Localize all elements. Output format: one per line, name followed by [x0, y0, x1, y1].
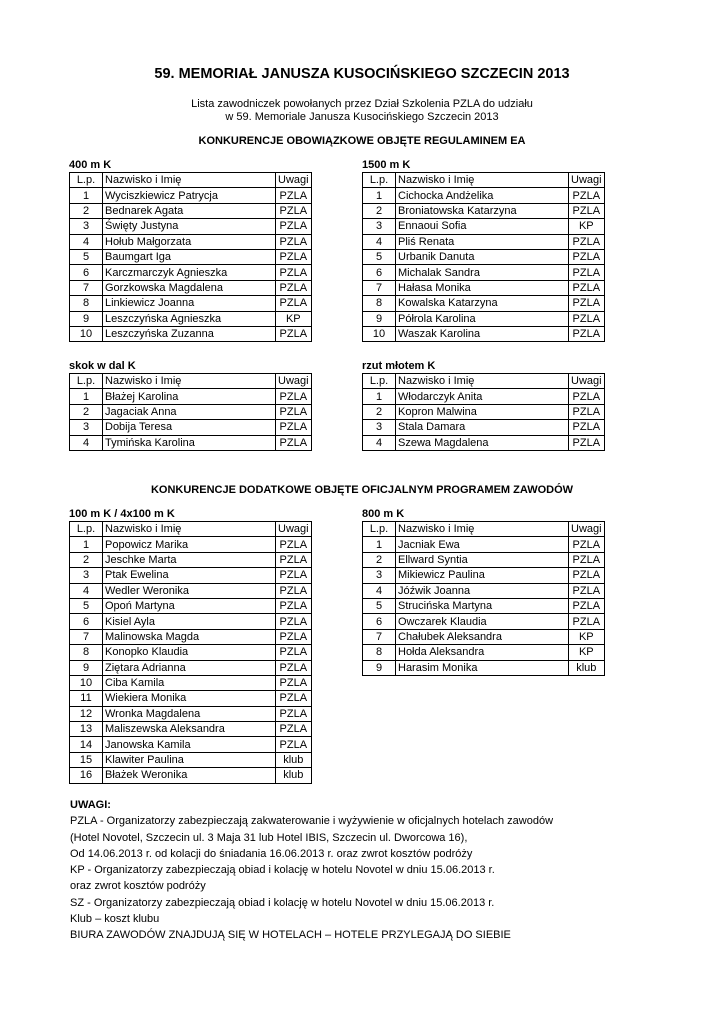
column-header-name: Nazwisko i Imię: [103, 522, 276, 537]
row-number: 2: [70, 404, 103, 419]
remark: PZLA: [276, 598, 312, 613]
remark: PZLA: [569, 389, 605, 404]
event-block-long-jump: [69, 359, 312, 451]
remark: PZLA: [276, 552, 312, 567]
athlete-name: Jacniak Ewa: [396, 537, 569, 552]
table-header-row: [363, 173, 605, 188]
column-header-lp: L.p.: [363, 522, 396, 537]
athlete-name: Broniatowska Katarzyna: [396, 203, 569, 218]
athlete-name: Bednarek Agata: [103, 203, 276, 218]
remark: PZLA: [569, 265, 605, 280]
column-header-lp: L.p.: [70, 173, 103, 188]
row-number: 7: [363, 629, 396, 644]
row-number: 14: [70, 737, 103, 752]
table-row: [70, 326, 312, 341]
athletes-table: [362, 373, 605, 451]
note-line: Od 14.06.2013 r. od kolacji do śniadania 16.06.2013 r. oraz zwrot kosztów podróży: [70, 847, 473, 860]
table-row: [363, 568, 605, 583]
remark: PZLA: [569, 552, 605, 567]
row-number: 3: [363, 568, 396, 583]
athlete-name: Baumgart Iga: [103, 249, 276, 264]
row-number: 11: [70, 691, 103, 706]
row-number: 1: [70, 389, 103, 404]
table-row: [70, 420, 312, 435]
athlete-name: Popowicz Marika: [103, 537, 276, 552]
athlete-name: Kopron Malwina: [396, 404, 569, 419]
row-number: 12: [70, 706, 103, 721]
remark: PZLA: [276, 188, 312, 203]
column-header-name: Nazwisko i Imię: [396, 374, 569, 389]
row-number: 7: [70, 280, 103, 295]
remark: PZLA: [276, 583, 312, 598]
remark: PZLA: [276, 614, 312, 629]
row-number: 7: [363, 280, 396, 295]
athlete-name: Pliś Renata: [396, 234, 569, 249]
row-number: 5: [70, 249, 103, 264]
athlete-name: Maliszewska Aleksandra: [103, 722, 276, 737]
athlete-name: Linkiewicz Joanna: [103, 296, 276, 311]
row-number: 5: [70, 598, 103, 613]
remark: PZLA: [276, 706, 312, 721]
row-number: 7: [70, 629, 103, 644]
table-row: [70, 691, 312, 706]
row-number: 8: [70, 645, 103, 660]
table-row: [363, 552, 605, 567]
table-row: [70, 249, 312, 264]
row-number: 2: [363, 552, 396, 567]
table-row: [363, 265, 605, 280]
event-block-hammer-throw: [362, 359, 605, 451]
remark: PZLA: [276, 389, 312, 404]
row-number: 1: [70, 188, 103, 203]
athlete-name: Ciba Kamila: [103, 675, 276, 690]
table-row: [363, 404, 605, 419]
column-header-uwagi: Uwagi: [569, 374, 605, 389]
event-title: 800 m K: [362, 508, 405, 520]
athlete-name: Jóźwik Joanna: [396, 583, 569, 598]
athlete-name: Michalak Sandra: [396, 265, 569, 280]
table-header-row: [363, 522, 605, 537]
row-number: 9: [363, 311, 396, 326]
row-number: 10: [363, 326, 396, 341]
remark: KP: [569, 629, 605, 644]
row-number: 15: [70, 752, 103, 767]
remark: PZLA: [276, 249, 312, 264]
row-number: 1: [363, 537, 396, 552]
subtitle-line: Lista zawodniczek powołanych przez Dział Szkolenia PZLA do udziału: [191, 98, 533, 110]
remark: PZLA: [569, 203, 605, 218]
table-row: [70, 280, 312, 295]
athlete-name: Leszczyńska Agnieszka: [103, 311, 276, 326]
remark: PZLA: [569, 280, 605, 295]
athlete-name: Karczmarczyk Agnieszka: [103, 265, 276, 280]
table-row: [363, 280, 605, 295]
athlete-name: Wronka Magdalena: [103, 706, 276, 721]
table-row: [70, 706, 312, 721]
event-title: skok w dal K: [69, 360, 136, 372]
remark: PZLA: [276, 660, 312, 675]
notes-section: [70, 797, 690, 944]
table-row: [70, 188, 312, 203]
remark: PZLA: [276, 629, 312, 644]
column-header-uwagi: Uwagi: [569, 173, 605, 188]
athlete-name: Ziętara Adrianna: [103, 660, 276, 675]
remark: PZLA: [569, 537, 605, 552]
table-row: [363, 629, 605, 644]
athlete-name: Malinowska Magda: [103, 629, 276, 644]
remark: PZLA: [569, 598, 605, 613]
athlete-name: Konopko Klaudia: [103, 645, 276, 660]
row-number: 3: [70, 219, 103, 234]
athlete-name: Wiekiera Monika: [103, 691, 276, 706]
remark: klub: [569, 660, 605, 675]
table-row: [70, 722, 312, 737]
athlete-name: Hołda Aleksandra: [396, 645, 569, 660]
page-title: 59. MEMORIAŁ JANUSZA KUSOCIŃSKIEGO SZCZECIN 2013: [154, 66, 570, 82]
row-number: 8: [70, 296, 103, 311]
athlete-name: Kisiel Ayla: [103, 614, 276, 629]
note-line: PZLA - Organizatorzy zabezpieczają zakwaterowanie i wyżywienie w oficjalnych hotelach zawodów: [70, 815, 554, 828]
table-row: [70, 614, 312, 629]
row-number: 9: [70, 311, 103, 326]
note-line: KP - Organizatorzy zabezpieczają obiad i kolację w hotelu Novotel w dniu 15.06.2013 r.: [70, 864, 495, 877]
table-row: [363, 660, 605, 675]
remark: KP: [276, 311, 312, 326]
table-row: [363, 188, 605, 203]
table-row: [363, 296, 605, 311]
row-number: 1: [363, 389, 396, 404]
table-row: [70, 768, 312, 783]
row-number: 4: [70, 234, 103, 249]
remark: PZLA: [569, 188, 605, 203]
remark: PZLA: [276, 435, 312, 450]
row-number: 10: [70, 675, 103, 690]
row-number: 8: [363, 645, 396, 660]
remark: PZLA: [569, 420, 605, 435]
table-header-row: [70, 374, 312, 389]
athlete-name: Dobija Teresa: [103, 420, 276, 435]
table-row: [363, 435, 605, 450]
remark: klub: [276, 752, 312, 767]
row-number: 1: [70, 537, 103, 552]
table-row: [70, 675, 312, 690]
athlete-name: Szewa Magdalena: [396, 435, 569, 450]
table-row: [363, 645, 605, 660]
remark: PZLA: [569, 234, 605, 249]
event-block-100m-relay: [69, 507, 312, 784]
athlete-name: Klawiter Paulina: [103, 752, 276, 767]
remark: PZLA: [569, 311, 605, 326]
athlete-name: Hałasa Monika: [396, 280, 569, 295]
table-row: [70, 537, 312, 552]
table-row: [363, 326, 605, 341]
athlete-name: Cichocka Andżelika: [396, 188, 569, 203]
athletes-table: [69, 521, 312, 784]
athlete-name: Waszak Karolina: [396, 326, 569, 341]
remark: PZLA: [276, 722, 312, 737]
remark: KP: [569, 645, 605, 660]
athlete-name: Harasim Monika: [396, 660, 569, 675]
column-header-uwagi: Uwagi: [276, 173, 312, 188]
table-row: [363, 389, 605, 404]
table-header-row: [70, 173, 312, 188]
athlete-name: Mikiewicz Paulina: [396, 568, 569, 583]
athlete-name: Jeschke Marta: [103, 552, 276, 567]
table-row: [70, 660, 312, 675]
note-line: BIURA ZAWODÓW ZNAJDUJĄ SIĘ W HOTELACH – HOTELE PRZYLEGAJĄ DO SIEBIE: [70, 929, 511, 942]
remark: PZLA: [569, 435, 605, 450]
athlete-name: Hołub Małgorzata: [103, 234, 276, 249]
note-line: (Hotel Novotel, Szczecin ul. 3 Maja 31 lub Hotel IBIS, Szczecin ul. Dworcowa 16),: [70, 831, 468, 844]
remark: PZLA: [569, 249, 605, 264]
athlete-name: Włodarczyk Anita: [396, 389, 569, 404]
table-row: [70, 645, 312, 660]
row-number: 8: [363, 296, 396, 311]
event-block-400m: [69, 158, 312, 342]
section-heading-additional: KONKURENCJE DODATKOWE OBJĘTE OFICJALNYM PROGRAMEM ZAWODÓW: [150, 484, 574, 496]
row-number: 2: [70, 203, 103, 218]
athlete-name: Półrola Karolina: [396, 311, 569, 326]
remark: PZLA: [276, 691, 312, 706]
table-row: [363, 311, 605, 326]
row-number: 3: [70, 420, 103, 435]
remark: PZLA: [569, 326, 605, 341]
athlete-name: Strucińska Martyna: [396, 598, 569, 613]
table-row: [70, 389, 312, 404]
table-row: [363, 583, 605, 598]
table-row: [70, 552, 312, 567]
remark: PZLA: [276, 645, 312, 660]
row-number: 4: [363, 234, 396, 249]
column-header-name: Nazwisko i Imię: [103, 374, 276, 389]
athlete-name: Błażej Karolina: [103, 389, 276, 404]
remark: PZLA: [276, 404, 312, 419]
athlete-name: Błażek Weronika: [103, 768, 276, 783]
athlete-name: Gorzkowska Magdalena: [103, 280, 276, 295]
column-header-lp: L.p.: [70, 522, 103, 537]
column-header-lp: L.p.: [363, 173, 396, 188]
athletes-table: [362, 172, 605, 342]
event-block-800m: [362, 507, 605, 676]
column-header-name: Nazwisko i Imię: [103, 173, 276, 188]
table-row: [70, 311, 312, 326]
athlete-name: Owczarek Klaudia: [396, 614, 569, 629]
table-row: [363, 537, 605, 552]
column-header-lp: L.p.: [363, 374, 396, 389]
note-line: SZ - Organizatorzy zabezpieczają obiad i kolację w hotelu Novotel w dniu 15.06.2013 r.: [70, 896, 495, 909]
athlete-name: Stala Damara: [396, 420, 569, 435]
row-number: 9: [363, 660, 396, 675]
table-row: [70, 629, 312, 644]
event-block-1500m: [362, 158, 605, 342]
athlete-name: Święty Justyna: [103, 219, 276, 234]
table-row: [70, 568, 312, 583]
athlete-name: Urbanik Danuta: [396, 249, 569, 264]
row-number: 3: [70, 568, 103, 583]
table-row: [363, 420, 605, 435]
table-row: [70, 583, 312, 598]
remark: PZLA: [276, 326, 312, 341]
table-header-row: [363, 374, 605, 389]
athlete-name: Ellward Syntia: [396, 552, 569, 567]
remark: PZLA: [569, 568, 605, 583]
row-number: 3: [363, 219, 396, 234]
remark: PZLA: [276, 265, 312, 280]
remark: PZLA: [276, 737, 312, 752]
row-number: 2: [363, 203, 396, 218]
athletes-table: [69, 172, 312, 342]
table-row: [70, 219, 312, 234]
remark: PZLA: [569, 583, 605, 598]
event-title: 1500 m K: [362, 159, 411, 171]
athlete-name: Chałubek Aleksandra: [396, 629, 569, 644]
table-row: [363, 614, 605, 629]
remark: PZLA: [276, 234, 312, 249]
remark: PZLA: [276, 675, 312, 690]
row-number: 6: [70, 265, 103, 280]
subtitle-line: w 59. Memoriale Janusza Kusocińskiego Szczecin 2013: [225, 111, 499, 123]
table-row: [363, 234, 605, 249]
event-title: 400 m K: [69, 159, 112, 171]
remark: PZLA: [276, 420, 312, 435]
athlete-name: Ptak Ewelina: [103, 568, 276, 583]
table-header-row: [70, 522, 312, 537]
remark: PZLA: [276, 568, 312, 583]
remark: PZLA: [276, 219, 312, 234]
table-row: [363, 203, 605, 218]
athlete-name: Wyciszkiewicz Patrycja: [103, 188, 276, 203]
table-row: [363, 249, 605, 264]
athlete-name: Ennaoui Sofia: [396, 219, 569, 234]
athlete-name: Wedler Weronika: [103, 583, 276, 598]
athlete-name: Tymińska Karolina: [103, 435, 276, 450]
table-row: [70, 265, 312, 280]
column-header-name: Nazwisko i Imię: [396, 522, 569, 537]
row-number: 3: [363, 420, 396, 435]
athlete-name: Kowalska Katarzyna: [396, 296, 569, 311]
column-header-uwagi: Uwagi: [276, 522, 312, 537]
table-row: [363, 598, 605, 613]
page-subtitle: [0, 98, 724, 124]
row-number: 16: [70, 768, 103, 783]
row-number: 6: [363, 614, 396, 629]
athletes-table: [362, 521, 605, 676]
table-row: [70, 404, 312, 419]
row-number: 4: [363, 583, 396, 598]
note-line: oraz zwrot kosztów podróży: [70, 880, 206, 893]
athletes-table: [69, 373, 312, 451]
remark: PZLA: [276, 537, 312, 552]
remark: PZLA: [276, 296, 312, 311]
table-row: [70, 435, 312, 450]
column-header-name: Nazwisko i Imię: [396, 173, 569, 188]
athlete-name: Opoń Martyna: [103, 598, 276, 613]
table-row: [70, 752, 312, 767]
section-heading-mandatory: KONKURENCJE OBOWIĄZKOWE OBJĘTE REGULAMINEM EA: [198, 135, 526, 147]
column-header-uwagi: Uwagi: [569, 522, 605, 537]
row-number: 13: [70, 722, 103, 737]
table-row: [363, 219, 605, 234]
row-number: 4: [70, 435, 103, 450]
athlete-name: Leszczyńska Zuzanna: [103, 326, 276, 341]
table-row: [70, 737, 312, 752]
event-title: 100 m K / 4x100 m K: [69, 508, 175, 520]
note-line: Klub – koszt klubu: [70, 913, 160, 926]
row-number: 2: [70, 552, 103, 567]
notes-title: UWAGI:: [70, 799, 111, 811]
remark: PZLA: [276, 280, 312, 295]
remark: PZLA: [569, 404, 605, 419]
row-number: 10: [70, 326, 103, 341]
athlete-name: Janowska Kamila: [103, 737, 276, 752]
row-number: 5: [363, 598, 396, 613]
athlete-name: Jagaciak Anna: [103, 404, 276, 419]
row-number: 2: [363, 404, 396, 419]
column-header-lp: L.p.: [70, 374, 103, 389]
row-number: 9: [70, 660, 103, 675]
table-row: [70, 598, 312, 613]
row-number: 4: [70, 583, 103, 598]
remark: PZLA: [569, 296, 605, 311]
row-number: 6: [363, 265, 396, 280]
column-header-uwagi: Uwagi: [276, 374, 312, 389]
table-row: [70, 203, 312, 218]
remark: PZLA: [276, 203, 312, 218]
row-number: 5: [363, 249, 396, 264]
row-number: 6: [70, 614, 103, 629]
row-number: 4: [363, 435, 396, 450]
table-row: [70, 234, 312, 249]
remark: klub: [276, 768, 312, 783]
row-number: 1: [363, 188, 396, 203]
event-title: rzut młotem K: [362, 360, 436, 372]
table-row: [70, 296, 312, 311]
remark: KP: [569, 219, 605, 234]
remark: PZLA: [569, 614, 605, 629]
